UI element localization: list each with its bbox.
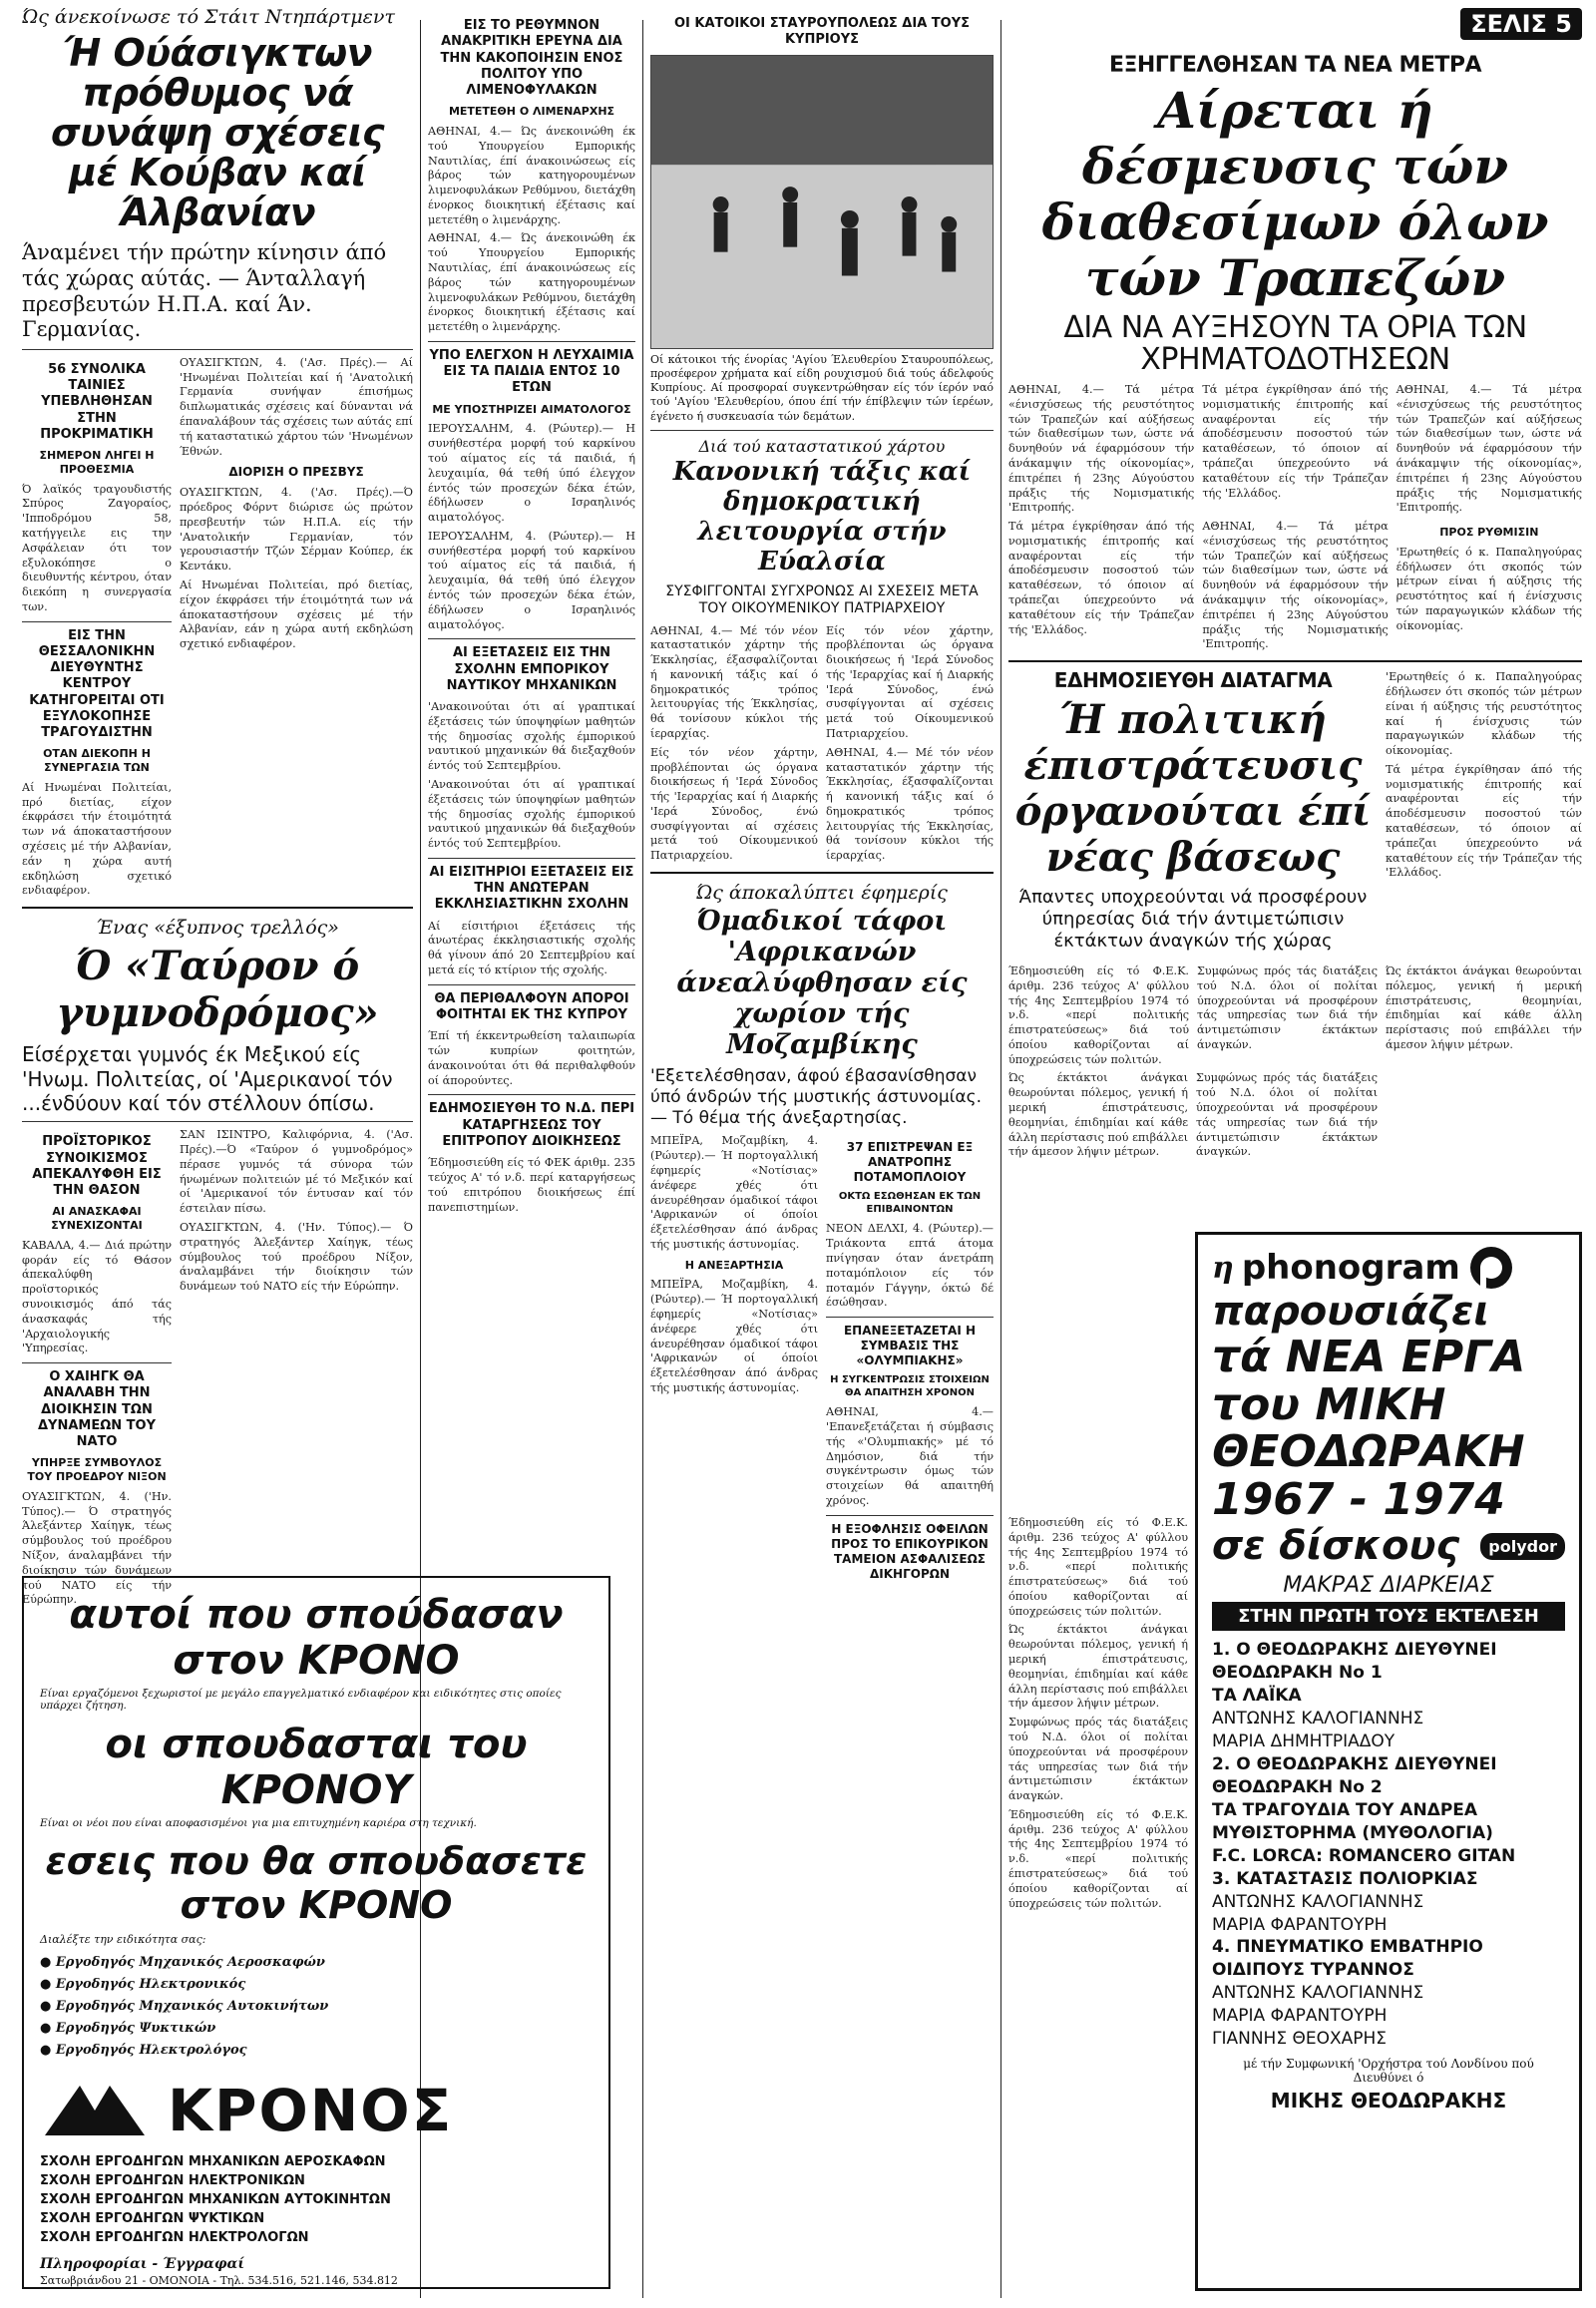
article-body: ΑΘΗΝΑΙ, 4.— Μέ τόν νέον καταστατικόν χάρτην τής Έκκλησίας, έξασφαλίζονται ή κανονική τάξις καί ό δημοκρατικός τρόπος λειτουργίας τής Έκκλησίας, θά τονίσουν κύκλοι τής ίεραρχίας. (826, 745, 994, 863)
track-item: ΜΑΡΙΑ ΦΑΡΑΝΤΟΥΡΗ (1212, 1914, 1388, 1935)
school-item: ΣΧΟΛΗ ΕΡΓΟΔΗΓΩΝ ΗΛΕΚΤΡΟΛΟΓΩΝ (40, 2229, 309, 2245)
lead: Άναμένει τήν πρώτην κίνησιν άπό τάς χώρας αύτάς. — Άνταλλαγή πρεσβευτών Η.Π.Α. καί Άν. Γερμανίας. (22, 240, 387, 342)
course-item: ● Εργοδηγός Μηχανικός Αυτοκινήτων (40, 1999, 329, 2015)
school-item: ΣΧΟΛΗ ΕΡΓΟΔΗΓΩΝ ΜΗΧΑΝΙΚΩΝ ΑΥΤΟΚΙΝΗΤΩΝ (40, 2192, 391, 2208)
brief-headline: ΥΠΟ ΕΛΕΓΧΟΝ Η ΛΕΥΧΑΙΜΙΑ ΕΙΣ ΤΑ ΠΑΙΔΙΑ ΕΝΤΟΣ 10 ΕΤΩΝ (429, 347, 634, 396)
brief-subhead: ΜΕ ΥΠΟΣΤΗΡΙΖΕΙ ΑΙΜΑΤΟΛΟΓΟΣ (432, 402, 631, 416)
article-body: Έδημοσιεύθη είς τό ΦΕΚ άριθμ. 235 τεύχος Α' τό ν.δ. περί καταργήσεως τού επιτρόπου διοικήσεως έπί πανεπιστημίων. (428, 1156, 635, 1214)
kronos-ad (22, 1576, 610, 2289)
track-item: ΤΑ ΤΡΑΓΟΥΔΙΑ ΤΟΥ ΑΝΔΡΕΑ ΜΥΘΙΣΤΟΡΗΜΑ (ΜΥΘΟΛΟΓΙΑ) (1212, 1799, 1493, 1843)
photo-scene-icon (651, 56, 993, 348)
brand-prefix: η (1212, 1250, 1234, 1286)
section-label: ΠΡΟΣ ΡΥΘΜΙΣΙΝ (1439, 526, 1539, 540)
presents: παρουσιάζει (1212, 1289, 1489, 1335)
track-item: 3. ΚΑΤΑΣΤΑΣΙΣ ΠΟΛΙΟΡΚΙΑΣ (1212, 1868, 1478, 1889)
article-body: ΜΠΕΪΡΑ, Μοζαμβίκη, 4. (Ρώυτερ).— Ή πορτογαλλική έφημερίς «Νοτίσιας» άνέφερε χθές ότι άνευρέθησαν όμαδικοί τάφοι 'Αφρικανών οί όποίοι έξετελέσθησαν άπό άνδρας τής μυστικής άστυνομίας. (650, 1278, 818, 1394)
track-list (1212, 1639, 1565, 2051)
decree-lead: Άπαντες υποχρεούνται νά προσφέρουν ύπηρεσίας διά τήν άντιμετώπισιν έκτάκτων άναγκών τής χώρας (1018, 887, 1368, 953)
article-body: Είς τόν νέον χάρτην, προβλέπονται ώς όργανα διοικήσεως ή 'Ιερά Σύνοδος τής 'Ιεραρχίας καί ή Διαρκής 'Ιερά Σύνοδος, ένώ συσφίγγονται αί σχέσεις μετά τού Οίκουμενικού Πατριαρχείου. (650, 745, 818, 863)
headline: Αίρεται ή δέσμευσις τών διαθεσίμων όλων τών Τραπεζών (1041, 81, 1549, 308)
brief-headline: 56 ΣΥΝΟΛΙΚΑ ΤΑΙΝΙΕΣ ΥΠΕΒΛΗΘΗΣΑΝ ΣΤΗΝ ΠΡΟΚΡΙΜΑΤΙΚΗ (40, 361, 154, 442)
brief-headline: ΕΔΗΜΟΣΙΕΥΘΗ ΤΟ Ν.Δ. ΠΕΡΙ ΚΑΤΑΡΓΗΣΕΩΣ ΤΟΥ ΕΠΙΤΡΟΠΟΥ ΔΙΟΙΚΗΣΕΩΣ (428, 1101, 635, 1149)
article-body: ΟΥΑΣΙΓΚΤΩΝ, 4. ('Ην. Τύπος).— Ό στρατηγός Άλεξάντερ Χαίηγκ, τέως σύμβουλος τού προέδρου Νίξον, άναλαμβάνει τήν διοίκησιν τών δυνάμεων τού ΝΑΤΟ είς τήν Εύρώπην. (180, 1221, 413, 1294)
ad-line: οι σπουδασται του ΚΡΟΝΟΥ (105, 1722, 528, 1813)
decree-head: ΕΔΗΜΟΣΙΕΥΘΗ ΔΙΑΤΑΓΜΑ (1053, 668, 1333, 693)
track-item: ΑΝΤΩΝΗΣ ΚΑΛΟΓΙΑΝΝΗΣ (1212, 1891, 1424, 1912)
subhead: ΔΙΑ ΝΑ ΑΥΞΗΣΟΥΝ ΤΑ ΟΡΙΑ ΤΩΝ ΧΡΗΜΑΤΟΔΟΤΗΣΕΩΝ (1063, 310, 1527, 377)
school-list (40, 2153, 593, 2247)
ad-text: Διαλέξτε την ειδικότητα σας: (40, 1933, 206, 1946)
kicker: Ώς άποκαλύπτει έφημερίς (696, 882, 948, 905)
brief-subhead: ΟΤΑΝ ΔΙΕΚΟΠΗ Η ΣΥΝΕΡΓΑΣΙΑ ΤΩΝ (43, 747, 151, 775)
article-body: Έδημοσιεύθη είς τό Φ.Ε.Κ. άριθμ. 236 τεύχος Α' φύλλου τής 4ης Σεπτεμβρίου 1974 τό ν.δ. «περί πολιτικής έπιστρατεύσεως» διά τού όποίου καθορίζονται αί ύποχρεώσεις τών πολιτών. (1008, 964, 1189, 1066)
brief-subhead: ΜΕΤΕΤΕΘΗ Ο ΛΙΜΕΝΑΡΧΗΣ (448, 105, 615, 119)
article-body: Συμφώνως πρός τάς διατάξεις τού Ν.Δ. όλοι οί πολίται ύποχρεούνται νά προσφέρουν τάς υπηρεσίας των διά τήν άντιμετώπισιν έκτάκτων άναγκών. (1196, 1071, 1378, 1159)
article-body: Είς τόν νέον χάρτην, προβλέπονται ώς όργανα διοικήσεως ή 'Ιερά Σύνοδος τής 'Ιεραρχίας καί ή Διαρκής 'Ιερά Σύνοδος, ένώ συσφίγγονται αί σχέσεις μετά τού Οίκουμενικού Πατριαρχείου. (826, 623, 994, 741)
course-item: ● Εργοδηγός Ηλεκτρονικός (40, 1977, 246, 1993)
news-photo (650, 55, 994, 349)
brief-subhead: ΟΚΤΩ ΕΣΩΘΗΣΑΝ ΕΚ ΤΩΝ ΕΠΙΒΑΙΝΟΝΤΩΝ (838, 1191, 982, 1215)
article-body: ΚΑΒΑΛΑ, 4.— Διά πρώτην φοράν είς τό Θάσον άπεκαλύφθη προϊστορικός συνοικισμός άπό τάς άνασκαφάς τής 'Αρχαιολογικής 'Υπηρεσίας. (22, 1238, 172, 1355)
brief-headline: Ο ΧΑΙΗΓΚ ΘΑ ΑΝΑΛΑΒΗ ΤΗΝ ΔΙΟΙΚΗΣΙΝ ΤΩΝ ΔΥΝΑΜΕΩΝ ΤΟΥ ΝΑΤΟ (37, 1369, 157, 1450)
track-item: 1. Ο ΘΕΟΔΩΡΑΚΗΣ ΔΙΕΥΘΥΝΕΙ ΘΕΟΔΩΡΑΚΗ Νο 1 (1212, 1640, 1497, 1684)
article-body: ΜΠΕΪΡΑ, Μοζαμβίκη, 4. (Ρώυτερ).— Ή πορτογαλλική έφημερίς «Νοτίσιας» άνέφερε χθές ότι άνευρέθησαν όμαδικοί τάφοι 'Αφρικανών οί όποίοι έξετελέσθησαν άπό άνδρας τής μυστικής άστυνομίας. (650, 1134, 818, 1251)
title-line: ΘΕΟΔΩΡΑΚΗ (1212, 1426, 1525, 1478)
article-body: Αί είσιτήριοι έξετάσεις τής άνωτέρας έκκλησιαστικής σχολής θά γίνουν άπό 20 Σεπτεμβρίου καί μετά είς τό κτίριον τής σχολής. (428, 919, 635, 977)
article-body: ΟΥΑΣΙΓΚΤΩΝ, 4. ('Ην. Τύπος).— Ό στρατηγός Άλεξάντερ Χαίηγκ, τέως σύμβουλος τού προέδρου Νίξον, άναλαμβάνει τήν διοίκησιν τών δυνάμεων τού ΝΑΤΟ είς τήν Εύρώπην. (22, 1489, 172, 1607)
brief-headline: Η ΕΞΟΦΛΗΣΙΣ ΟΦΕΙΛΩΝ ΠΡΟΣ ΤΟ ΕΠΙΚΟΥΡΙΚΟΝ ΤΑΜΕΙΟΝ ΑΣΦΑΛΙΣΕΩΣ ΔΙΚΗΓΟΡΩΝ (831, 1521, 989, 1581)
suffix: σε δίσκους (1212, 1523, 1460, 1570)
school-item: ΣΧΟΛΗ ΕΡΓΟΔΗΓΩΝ ΗΛΕΚΤΡΟΝΙΚΩΝ (40, 2173, 305, 2189)
section-label: Η ΑΝΕΞΑΡΤΗΣΙΑ (684, 1258, 784, 1272)
article-body: 'Ερωτηθείς ό κ. Παπαληγούρας έδήλωσεν ότι σκοπός τών μέτρων είναι ή αύξησις τής ρευστότητος καί ή ένίσχυσις τών παραγωγικών κλάδων τής οίκονομίας. (1396, 545, 1582, 632)
article-body: Έπί τή έκκεντρωθείση ταλαιπωρία τών κυπρίων φοιτητών, άνακοινούται ότι θά περιθαλφθούν οί άπορούντες. (428, 1029, 635, 1087)
article-body: Έδημοσιεύθη είς τό Φ.Ε.Κ. άριθμ. 236 τεύχος Α' φύλλου τής 4ης Σεπτεμβρίου 1974 τό ν.δ. «περί πολιτικής έπιστρατεύσεως» διά τού όποίου καθορίζονται αί ύποχρεώσεις τών πολιτών. (1008, 1807, 1188, 1910)
lead: Είσέρχεται γυμνός έκ Μεξικού είς 'Ηνωμ. Πολιτείας, οί 'Αμερικανοί τόν ...ένδύουν καί τόν στέλλουν όπίσω. (22, 1042, 393, 1115)
article-body: ΝΕΟΝ ΔΕΛΧΙ, 4. (Ρώυτερ).— Τριάκοντα επτά άτομα πνίγησαν όταν άνετράπη ποταμόπλοιον είς τόν ποταμόν Γάγγην, όκτώ δέ έσώθησαν. (826, 1222, 994, 1310)
headline-small: ΕΞΗΓΓΕΛΘΗΣΑΝ ΤΑ ΝΕΑ ΜΕΤΡΑ (1108, 53, 1482, 78)
article-body: Αί Ηνωμέναι Πολιτείαι, πρό διετίας, είχον έκφράσει τήν έτοιμότητά των νά άποκαταστήσουν σχέσεις μέ τήν Αλβανίαν, εάν η χώρα αυτή εκδηλώση σχετικό ενδιαφέρον. (180, 578, 413, 651)
article-body: 'Ανακοινούται ότι αί γραπτικαί έξετάσεις τών ύποψηφίων μαθητών τής δημοσίας σχολής έμπορικού ναυτικού μηχανικών θά διεξαχθούν έντός τού Σεπτεμβρίου. (428, 778, 635, 851)
article-body: 'Ερωτηθείς ό κ. Παπαληγούρας έδήλωσεν ότι σκοπός τών μέτρων είναι ή αύξησις τής ρευστότητος καί ή ένίσχυσις τών παραγωγικών κλάδων τής οίκονομίας. (1386, 670, 1582, 758)
article-body: Τά μέτρα έγκρίθησαν άπό τής νομισματικής έπιτροπής καί αναφέρονται είς τήν άποδέσμευσιν ποσοστού τών καταθέσεων, τό όποιον αί τράπεζαι ύπεχρεούντο νά καταθέτουν είς τήν Τράπεζαν τής 'Ελλάδος. (1008, 520, 1195, 636)
track-item: ΤΑ ΛΑΪΚΑ (1212, 1686, 1302, 1707)
brief-subhead: ΑΙ ΑΝΑΣΚΑΦΑΙ ΣΥΝΕΧΙΖΟΝΤΑΙ (51, 1205, 143, 1233)
ad-line: εσεις που θα σπουδασετε στον ΚΡΟΝΟ (45, 1839, 588, 1927)
article-body: Συμφώνως πρός τάς διατάξεις τού Ν.Δ. όλοι οί πολίται ύποχρεούνται νά προσφέρουν τάς υπηρεσίας των διά τήν άντιμετώπισιν έκτάκτων άναγκών. (1008, 1716, 1188, 1803)
years: 1967 - 1974 (1212, 1473, 1505, 1525)
course-item: ● Εργοδηγός Μηχανικός Αεροσκαφών (40, 1955, 325, 1970)
article-body: ΟΥΑΣΙΓΚΤΩΝ, 4. ('Ασ. Πρές).— Αί 'Ηνωμέναι Πολιτείαι καί ή 'Ανατολική Γερμανία συνήψαν έπισήμως διπλωματικάς σχέσεις καί δύνανται νά έπαναλάβουν τάς σχέσεις των αύτάς επί τή καταστατικώ χάρτου τών 'Ηνωμένων Έθνών. (180, 355, 413, 458)
headline: Ό «Ταύρον ό γυμνοδρόμος» (56, 943, 379, 1037)
school-item: ΣΧΟΛΗ ΕΡΓΟΔΗΓΩΝ ΨΥΚΤΙΚΩΝ (40, 2211, 265, 2226)
brief-headline: ΠΡΟΪΣΤΟΡΙΚΟΣ ΣΥΝΟΙΚΙΣΜΟΣ ΑΠΕΚΑΛΥΦΘΗ ΕΙΣ ΤΗΝ ΘΑΣΟΝ (32, 1134, 162, 1199)
brief-headline: ΕΠΑΝΕΞΕΤΑΖΕΤΑΙ Η ΣΥΜΒΑΣΙΣ ΤΗΣ «ΟΛΥΜΠΙΑΚΗΣ» (843, 1324, 977, 1368)
track-item: ΜΑΡΙΑ ΦΑΡΑΝΤΟΥΡΗ (1212, 2006, 1388, 2027)
column-3 (650, 0, 994, 2308)
course-item: ● Εργοδηγός Ψυκτικών (40, 2021, 216, 2037)
article-body: ΑΘΗΝΑΙ, 4.— Ώς άνεκοινώθη έκ τού Υπουργείου Εμπορικής Ναυτιλίας, έπί άνακοινώσεως είς βάρος τών κατηγορουμένων λιμενοφυλάκων Ρεθύμνου, διετάχθη ένορκος διοικητική έξέτασις καί μετετέθη ο λιμενάρχης. (428, 125, 635, 226)
article-body: Ώς έκτάκτοι άνάγκαι θεωρούνται πόλεμος, γενική ή μερική έπιστράτευσις, θεομηνίαι, έπιδημίαι καί κάθε άλλη περίστασις πού επιβάλλει τήν άμεσον λήψιν μέτρων. (1008, 1071, 1188, 1159)
article-body: ΑΘΗΝΑΙ, 4.— Τά μέτρα «ένισχύσεως τής ρευστότητος τών Τραπεζών καί αύξήσεως τών διαθεσίμων των, ώστε νά δυνηθούν νά έφαρμόσουν τήν άνάκαμψιν τής οίκονομίας», έπιτρέπει ή 23ης Αύγούστου πράξις τής Νομισματικής 'Επιτροπής. (1396, 383, 1582, 515)
article-body: Τά μέτρα έγκρίθησαν άπό τής νομισματικής έπιτροπής καί αναφέρονται είς τήν άποδέσμευσιν ποσοστού τών καταθέσεων, τό όποιον αί τράπεζαι ύπεχρεούντο νά καταθέτουν είς τήν Τράπεζαν τής 'Ελλάδος. (1202, 383, 1389, 500)
article-body: Ώς έκτάκτοι άνάγκαι θεωρούνται πόλεμος, γενική ή μερική έπιστράτευσις, θεομηνίαι, έπιδημίαι καί κάθε άλλη περίστασις πού επιβάλλει τήν άμεσον λήψιν μέτρων. (1386, 964, 1582, 1051)
page-label: ΣΕΛΙΣ 5 (1460, 8, 1582, 40)
article-body: ΑΘΗΝΑΙ, 4.— Τά μέτρα «ένισχύσεως τής ρευστότητος τών Τραπεζών καί αύξήσεως τών διαθεσίμων των, ώστε νά δυνηθούν νά έφαρμόσουν τήν άνάκαμψιν τής οίκονομίας», έπιτρέπει ή 23ης Αύγούστου πράξις τής Νομισματικής 'Επιτροπής. (1008, 383, 1195, 515)
brief-headline: ΕΙΣ ΤΗΝ ΘΕΣΣΑΛΟΝΙΚΗΝ ΔΙΕΥΘΥΝΤΗΣ ΚΕΝΤΡΟΥ ΚΑΤΗΓΟΡΕΙΤΑΙ ΟΤΙ ΕΞΥΛΟΚΟΠΗΣΕ ΤΡΑΓΟΥΔΙΣΤΗΝ (29, 627, 165, 741)
decree-headline: Ή πολιτική έπιστράτευσις όργανούται έπί νέας βάσεως (1014, 696, 1372, 882)
brief-subhead: ΥΠΗΡΞΕ ΣΥΜΒΟΥΛΟΣ ΤΟΥ ΠΡΟΕΔΡΟΥ ΝΙΞΟΝ (27, 1456, 167, 1484)
brief-headline: ΑΙ ΕΞΕΤΑΣΕΙΣ ΕΙΣ ΤΗΝ ΣΧΟΛΗΝ ΕΜΠΟΡΙΚΟΥ ΝΑΥΤΙΚΟΥ ΜΗΧΑΝΙΚΩΝ (446, 645, 617, 693)
phonogram-ad (1195, 1232, 1582, 2291)
article-body: Αί Ηνωμέναι Πολιτείαι, πρό διετίας, είχον έκφράσει τήν έτοιμότητά των νά άποκαταστήσουν σχέσεις μέ τήν Αλβανίαν, εάν η χώρα αυτή εκδηλώση σχετικό ενδιαφέρον. (22, 780, 172, 898)
course-item: ● Εργοδηγός Ηλεκτρολόγος (40, 2043, 247, 2059)
brief-headline: ΑΙ ΕΙΣΙΤΗΡΙΟΙ ΕΞΕΤΑΣΕΙΣ ΕΙΣ ΤΗΝ ΑΝΩΤΕΡΑΝ ΕΚΚΛΗΣΙΑΣΤΙΚΗΝ ΣΧΟΛΗΝ (429, 864, 634, 913)
track-item: ΑΝΤΩΝΗΣ ΚΑΛΟΓΙΑΝΝΗΣ (1212, 1983, 1424, 2004)
brief-headline: 37 ΕΠΙΣΤΡΕΨΑΝ ΕΞ ΑΝΑΤΡΟΠΗΣ ΠΟΤΑΜΟΠΛΟΙΟΥ (846, 1140, 974, 1185)
brief-subhead: Η ΣΥΓΚΕΝΤΡΩΣΙΣ ΣΤΟΙΧΕΙΩΝ ΘΑ ΑΠΑΙΤΗΣΗ ΧΡΟΝΟΝ (830, 1374, 990, 1398)
track-item: 4. ΠΝΕΥΜΑΤΙΚΟ ΕΜΒΑΤΗΡΙΟ (1212, 1937, 1483, 1958)
kicker: Ένας «έξυπνος τρελλός» (96, 917, 339, 940)
track-item: ΟΙΔΙΠΟΥΣ ΤΥΡΑΝΝΟΣ (1212, 1960, 1414, 1981)
first-exec: ΣΤΗΝ ΠΡΩΤΗ ΤΟΥΣ ΕΚΤΕΛΕΣΗ (1212, 1602, 1565, 1631)
phonogram-logo-icon (1468, 1245, 1514, 1291)
track-item: 2. Ο ΘΕΟΔΩΡΑΚΗΣ ΔΙΕΥΘΥΝΕΙ ΘΕΟΔΩΡΑΚΗ Νο 2 (1212, 1753, 1497, 1797)
article-body: ΑΘΗΝΑΙ, 4.— Μέ τόν νέον καταστατικόν χάρτην τής Έκκλησίας, έξασφαλίζονται ή κανονική τάξις καί ό δημοκρατικός τρόπος λειτουργίας τής Έκκλησίας, θά τονίσουν κύκλοι τής ίεραρχίας. (650, 623, 818, 741)
track-item: F.C. LORCA: ROMANCERO GITAN (1212, 1845, 1516, 1866)
photo-caption: Οί κάτοικοι τής ένορίας 'Αγίου Έλευθερίου Σταυρουπόλεως, προσέφερον χρήματα καί είδη ρουχισμού διά τούς άδελφούς Κυπρίους. Αί προσφοραί συγκεντρώθησαν είς τόν ίερόν ναό τού 'Αγίου 'Ελευθερίου, όπου έπί τήν έπίβλεψιν τών ίερέων, έγένετο ή συσκευασία τών δεμάτων. (650, 352, 994, 423)
format: ΜΑΚΡΑΣ ΔΙΑΡΚΕΙΑΣ (1283, 1573, 1494, 1599)
article-body: ΑΘΗΝΑΙ, 4.— Τά μέτρα «ένισχύσεως τής ρευστότητος τών Τραπεζών καί αύξήσεως τών διαθεσίμων των, ώστε νά δυνηθούν νά έφαρμόσουν τήν άνάκαμψιν τής οίκονομίας», έπιτρέπει ή 23ης Αύγούστου πράξις τής Νομισματικής 'Επιτροπής. (1202, 520, 1389, 651)
article-body: 'Ανακοινούται ότι αί γραπτικαί έξετάσεις τών ύποψηφίων μαθητών τής δημοσίας σχολής έμπορικού ναυτικού μηχανικών θά διεξαχθούν έντός τού Σεπτεμβρίου. (428, 700, 635, 773)
article-body: Έδημοσιεύθη είς τό Φ.Ε.Κ. άριθμ. 236 τεύχος Α' φύλλου τής 4ης Σεπτεμβρίου 1974 τό ν.δ. «περί πολιτικής έπιστρατεύσεως» διά τού όποίου καθορίζονται αί ύποχρεώσεις τών πολιτών. (1008, 1516, 1188, 1618)
article-body: ΑΘΗΝΑΙ, 4.— Ώς άνεκοινώθη έκ τού Υπουργείου Εμπορικής Ναυτιλίας, έπί άνακοινώσεως είς βάρος τών κατηγορουμένων λιμενοφυλάκων Ρεθύμνου, διετάχθη ένορκος διοικητική έξέτασις καί μετετέθη ο λιμενάρχης. (428, 231, 635, 334)
title-line: τά ΝΕΑ ΕΡΓΑ (1212, 1332, 1526, 1383)
headline: Ή Ούάσιγκτων πρόθυμος νά συνάψη σχέσεις μέ Κούβαν καί Άλβανίαν (50, 31, 385, 234)
school-item: ΣΧΟΛΗ ΕΡΓΟΔΗΓΩΝ ΜΗΧΑΝΙΚΩΝ ΑΕΡΟΣΚΑΦΩΝ (40, 2154, 386, 2170)
brief-headline: ΕΙΣ ΤΟ ΡΕΘΥΜΝΟΝ ΑΝΑΚΡΙΤΙΚΗ ΕΡΕΥΝΑ ΔΙΑ ΤΗΝ ΚΑΚΟΠΟΙΗΣΙΝ ΕΝΟΣ ΠΟΛΙΤΟΥ ΥΠΟ ΛΙΜΕΝΟΦΥΛΑΚΩΝ (440, 18, 623, 98)
label: polydor (1480, 1533, 1565, 1560)
kicker: Ώς άνεκοίνωσε τό Στάιτ Ντηπάρτμεντ (22, 6, 395, 28)
orchestra: μέ τήν Συμφωνική 'Ορχήστρα τού Λονδίνου πού Διευθύνει ό (1243, 2057, 1534, 2086)
track-item: ΓΙΑΝΝΗΣ ΘΕΟΧΑΡΗΣ (1212, 2029, 1388, 2050)
kicker: Διά τού καταστατικού χάρτου (698, 436, 946, 456)
article-body: Ώς έκτάκτοι άνάγκαι θεωρούνται πόλεμος, γενική ή μερική έπιστράτευσις, θεομηνίαι, έπιδημίαι καί κάθε άλλη περίστασις πού επιβάλλει τήν άμεσον λήψιν μέτρων. (1008, 1623, 1188, 1711)
section-label: ΔΙΟΡΙΣΗ Ο ΠΡΕΣΒΥΣ (228, 465, 364, 480)
kronos-logo-icon (40, 2076, 150, 2145)
brief-subhead: ΣΗΜΕΡΟΝ ΛΗΓΕΙ Η ΠΡΟΘΕΣΜΙΑ (39, 449, 155, 476)
photo-title: ΟΙ ΚΑΤΟΙΚΟΙ ΣΤΑΥΡΟΥΠΟΛΕΩΣ ΔΙΑ ΤΟΥΣ ΚΥΠΡΙΟΥΣ (673, 16, 971, 48)
title-line: του ΜΙΚΗ (1212, 1378, 1446, 1430)
conductor: ΜΙΚΗΣ ΘΕΟΔΩΡΑΚΗΣ (1270, 2089, 1507, 2114)
ad-text: Είναι εργαζόμενοι ξεχωριστοί με μεγάλο επαγγελματικό ενδιαφέρον και ειδικότητες στις οποίες υπάρχει ζήτηση. (40, 1688, 562, 1712)
article-body: ΙΕΡΟΥΣΑΛΗΜ, 4. (Ρώυτερ).— Η συνήθεστέρα μορφή τού καρκίνου τού αίματος είς τά παιδιά, ή λευχαιμία, θά τεθή ύπό έλεγχον έντός τών προσεχών δέκα έτών, έδήλωσεν ο Ισραηλινός αιματολόγος. (428, 422, 635, 525)
lead: 'Εξετελέσθησαν, άφού έβασανίσθησαν ύπό άνδρών τής μυστικής άστυνομίας.— Τό θέμα τής άνεξαρτησίας. (650, 1066, 982, 1128)
article-body: Ό λαϊκός τραγουδιστής Σπύρος Ζαγοραίος, 'Ιπποδρόμου 58, κατήγγειλε εις την Ασφάλειαν ότι τον εξυλοκόπησε ο διευθυντής κέντρου, όταν διεκόπη η συνεργασία των. (22, 482, 172, 613)
article-body: ΣΑΝ ΙΣΙΝΤΡΟ, Καλιφόρνια, 4. ('Ασ. Πρές).—Ό «Ταύρον ό γυμνοδρόμος» πέρασε γυμνός τά σύνορα τών ήνωμένων πολιτειών μέ τό Μεξικόν καί οί 'Αμερικανοί τόν έντυσαν καί τόν έστειλαν πίσω. (180, 1128, 413, 1216)
ad-text: Είναι οι νέοι που είναι αποφασισμένοι για μια επιτυχημένη καριέρα στη τεχνική. (40, 1817, 477, 1829)
brand: phonogram (1241, 1248, 1460, 1288)
ad-line: αυτοί που σπούδασαν στον ΚΡΟΝΟ (69, 1592, 564, 1684)
info: Πληροφορίαι - Έγγραφαί (40, 2255, 245, 2272)
track-item: ΜΑΡΙΑ ΔΗΜΗΤΡΙΑΔΟΥ (1212, 1731, 1396, 1751)
article-body: Συμφώνως πρός τάς διατάξεις τού Ν.Δ. όλοι οί πολίται ύποχρεούνται νά προσφέρουν τάς υπηρεσίας των διά τήν άντιμετώπισιν έκτάκτων άναγκών. (1197, 964, 1378, 1051)
subhead: ΣΥΣΦΙΓΓΟΝΤΑΙ ΣΥΓΧΡΟΝΩΣ ΑΙ ΣΧΕΣΕΙΣ ΜΕΤΑ ΤΟΥ ΟΙΚΟΥΜΕΝΙΚΟΥ ΠΑΤΡΙΑΡΧΕΙΟΥ (665, 582, 979, 617)
address: Σατωβριάνδου 21 - ΟΜΟΝΟΙΑ - Τηλ. 534.516, 521.146, 534.812 (40, 2273, 398, 2287)
headline: Κανονική τάξις καί δημοκρατική λειτουργία στήν Εύαλσία (672, 456, 972, 577)
brand: ΚΡΟΝΟΣ (168, 2077, 454, 2145)
article-body: ΙΕΡΟΥΣΑΛΗΜ, 4. (Ρώυτερ).— Η συνήθεστέρα μορφή τού καρκίνου τού αίματος είς τά παιδιά, ή λευχαιμία, θά τεθή ύπό έλεγχον έντός τών προσεχών δέκα έτών, έδήλωσεν ο Ισραηλινός αιματολόγος. (428, 529, 635, 631)
brief-headline: ΘΑ ΠΕΡΙΘΑΛΦΟΥΝ ΑΠΟΡΟΙ ΦΟΙΤΗΤΑΙ ΕΚ ΤΗΣ ΚΥΠΡΟΥ (434, 990, 629, 1023)
track-item: ΑΝΤΩΝΗΣ ΚΑΛΟΓΙΑΝΝΗΣ (1212, 1709, 1424, 1730)
headline: Όμαδικοί τάφοι 'Αφρικανών άνεαλύφθησαν είς χωρίον τής Μοζαμβίκης (676, 906, 968, 1061)
article-body: Τά μέτρα έγκρίθησαν άπό τής νομισματικής έπιτροπής καί αναφέρονται είς τήν άποδέσμευσιν ποσοστού τών καταθέσεων, τό όποιον αί τράπεζαι ύπεχρεούντο νά καταθέτουν είς τήν Τράπεζαν τής 'Ελλάδος. (1386, 762, 1582, 880)
article-body: ΑΘΗΝΑΙ, 4.— 'Επανεξετάζεται ή σύμβασις τής «'Ολυμπιακής» μέ τό Δημόσιον, διά τήν συγκέντρωσιν όμως τών στοιχείων θά απαιτηθή χρόνος. (826, 1405, 994, 1507)
article-body: ΟΥΑΣΙΓΚΤΩΝ, 4. ('Ασ. Πρές).—Ό πρόεδρος Φόρντ διώρισε ώς πρώτον πρεσβευτήν τών Η.Π.Α. είς τήν 'Ανατολικήν Γερμανίαν, τόν γερουσιαστήν Τζών Σέρμαν Κούπερ, έκ Κεντάκυ. (180, 486, 413, 574)
course-list (40, 1952, 593, 2062)
